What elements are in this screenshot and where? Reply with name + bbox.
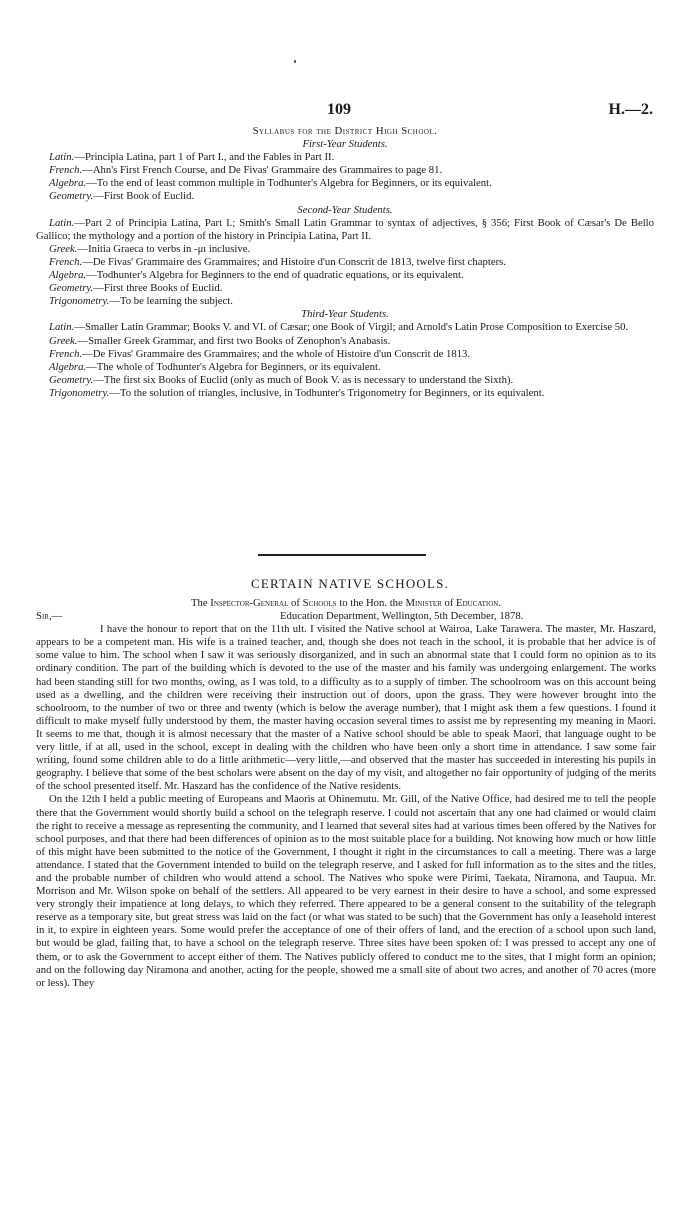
- syllabus-item: [36, 151, 654, 164]
- syllabus-item: [36, 321, 654, 334]
- memo-sender-dept: Schools: [302, 597, 337, 609]
- subject-label: Algebra.: [49, 177, 87, 190]
- syllabus-item: [36, 282, 654, 295]
- subject-text: —Smaller Latin Grammar; Books V. and VI. of Cæsar; one Book of Virgil; and Arnold's Latin Prose Composition to Exercise 50.: [74, 321, 629, 334]
- subject-text: —To be learning the subject.: [109, 295, 233, 308]
- subject-label: Latin.: [49, 321, 75, 334]
- subject-label: Geometry.: [49, 373, 94, 386]
- section-divider: [258, 554, 426, 556]
- memo-line: [36, 597, 656, 610]
- subject-text: —Part 2 of Principia Latina, Part I.; Smith's Small Latin Grammar to syntax of adjectives, § 356; First Book of Cæsar's De Bello Gallico; the mythology and a portion of the history in Principia Latina, Part II.: [36, 216, 654, 242]
- syllabus-item: [36, 335, 654, 348]
- memo-word: of: [291, 597, 300, 609]
- subject-label: Algebra.: [49, 360, 87, 373]
- subject-label: French.: [49, 164, 83, 177]
- subject-text: —The whole of Todhunter's Algebra for Beginners, or its equivalent.: [86, 360, 381, 373]
- subject-label: Latin.: [49, 216, 75, 229]
- second-year-heading: Second-Year Students.: [297, 203, 393, 216]
- syllabus-item: [36, 177, 654, 190]
- subject-text: —Principia Latina, part 1 of Part I., and the Fables in Part II.: [74, 151, 335, 164]
- subject-label: Algebra.: [49, 269, 87, 282]
- syllabus-item: [36, 190, 654, 203]
- letter-address: Education Department, Wellington, 5th December, 1878.: [280, 610, 524, 623]
- subject-label: Trigonometry.: [49, 386, 110, 399]
- subject-label: Geometry.: [49, 282, 94, 295]
- subject-text: —The first six Books of Euclid (only as much of Book V. as is necessary to understand the Sixth).: [93, 373, 514, 386]
- address-line: [36, 610, 656, 623]
- subject-text: —First Book of Euclid.: [93, 190, 195, 203]
- subject-text: —Ahn's First French Course, and De Fivas' Grammaire des Grammaires to page 81.: [82, 164, 443, 177]
- native-schools-title: CERTAIN NATIVE SCHOOLS.: [250, 576, 450, 591]
- syllabus-item: [36, 387, 654, 400]
- subject-text: —To the solution of triangles, inclusive, in Todhunter's Trigonometry for Beginners, or its equivalent.: [109, 386, 545, 399]
- syllabus-item: [36, 164, 654, 177]
- syllabus-item: [36, 269, 654, 282]
- syllabus-item: [36, 295, 654, 308]
- syllabus-item: [36, 243, 654, 256]
- memo-recipient: Minister: [405, 597, 442, 609]
- subject-label: Latin.: [49, 151, 75, 164]
- subject-label: Greek.: [49, 334, 78, 347]
- memo-word: of: [444, 597, 454, 609]
- memo-word: to the Hon. the: [339, 597, 403, 609]
- letter-paragraph: I have the honour to report that on the 11th ult. I visited the Native school at Wairoa, Lake Tarawera. The master, Mr. Haszard, appears to be a competent man. His wife is a trained teacher, and, though she does not teach in the school, it is probable that her advice is of some value to him. The school when I saw it was seriously disorganized, and in such an abnormal state that I could form no opinion as to its ordinary condition. The part of the building which is devoted to the use of the master and his family was undergoing enlargement. The works had been standing still for two months, owing, as I was told, to a difficulty as to a supply of timber. The schoolroom was on this account being used as a dwelling, and the children were receiving their instruction out of doors, upon the grass. They were however brought into the schoolroom, to the number of two or three and twenty (which is below the average number), that I might ask them a few questions. I found it difficult to make myself fully understood by them, the master having occasion several times to assist me by representing my meaning in Maori. It seems to me that, though it is almost necessary that the master of a Native school should be able to speak Maori, that language ought to be very little, if at all, used in the school, except in dealing with the children who have been only a short time in attendance. I saw some fair writing, found some children able to do a little arithmetic—very little,—and observed that the master has succeeded in interesting his pupils in geography. I believe that some of the best scholars were absent on the day of my visit, and altogether no fair opportunity of judging of the merits of the school presented itself. Mr. Haszard has the confidence of the Native residents.: [36, 623, 656, 793]
- print-speck: [294, 60, 296, 63]
- subject-label: Trigonometry.: [49, 295, 110, 308]
- memo-recipient-dept: Education.: [456, 597, 502, 609]
- syllabus-section: [36, 125, 654, 400]
- syllabus-item: [36, 361, 654, 374]
- syllabus-item: [36, 374, 654, 387]
- memo-sender: Inspector-General: [210, 597, 289, 609]
- subject-text: —To the end of least common multiple in Todhunter's Algebra for Beginners, or its equivalent.: [86, 177, 492, 190]
- subject-label: French.: [49, 255, 83, 268]
- page-reference: H.—2.: [608, 101, 653, 118]
- syllabus-title: Syllabus for the District High School.: [252, 125, 438, 137]
- subject-text: —De Fivas' Grammaire des Grammaires; and Histoire d'un Conscrit de 1813, twelve first chapters.: [82, 255, 506, 268]
- subject-text: —De Fivas' Grammaire des Grammaires; and the whole of Histoire d'un Conscrit de 1813.: [82, 347, 471, 360]
- third-year-heading: Third-Year Students.: [301, 308, 389, 321]
- letter-paragraph: On the 12th I held a public meeting of Europeans and Maoris at Ohinemutu. Mr. Gill, of the Native Office, had desired me to tell the people there that the Government would shortly build a school on the telegraph reserve. I could not ascertain that any one had claimed or would claim the right to receive a message as representing the community, and I learned that several sites had at various times been offered by the Natives for school purposes, and that there had been differences of opinion as to the most suitable place for a building. Not knowing how much or how little of this might have been submitted to the notice of the Government, I thought it right in the circumstances to call a meeting. There was a large attendance. I stated that the Government intended to build on the telegraph reserve, and I asked for full information as to the sites and the titles, and the probable number of children who would attend a school. The Natives who spoke were Pirimi, Taekata, Niramona, and Taupua. Mr. Morrison and Mr. Wilson spoke on behalf of the settlers. All appeared to be very earnest in their desire to have a school, and some expressed very strongly their impatience at long delays, to which they referred. There appeared to be a general consent to the suitability of the telegraph reserve as a temporary site, but great stress was laid on the fact (or what was stated to be such) that the Government has only a leasehold interest in it, to expire in eighteen years. Some would prefer the acceptance of one of their offers of land, and the erection of a school upon such land, but would be glad, failing that, to have a school on the telegraph reserve. Three sites have been spoken of: I was pressed to accept any one of them, or to ask the Government to accept either of them. The Natives publicly offered to conduct me to the sites, that I might form an opinion; and on the following day Niramona and another, acting for the people, showed me a small site of about two acres, and another of 70 acres (more or less). They: [36, 793, 656, 989]
- subject-text: —First three Books of Euclid.: [93, 282, 223, 295]
- first-year-heading: First-Year Students.: [302, 138, 388, 151]
- page-number: 109: [327, 101, 351, 118]
- letter-body: [36, 597, 656, 990]
- subject-text: —Initia Graeca to verbs in -μι inclusive.: [77, 242, 251, 255]
- subject-label: Greek.: [49, 242, 78, 255]
- memo-word: The: [190, 597, 208, 609]
- syllabus-item: [36, 348, 654, 361]
- salutation: Sir,—: [36, 610, 63, 623]
- syllabus-item: [36, 217, 654, 243]
- syllabus-item: [36, 256, 654, 269]
- subject-text: —Smaller Greek Grammar, and first two Books of Zenophon's Anabasis.: [77, 334, 391, 347]
- subject-label: Geometry.: [49, 190, 94, 203]
- subject-text: —Todhunter's Algebra for Beginners to the end of quadratic equations, or its equivalent.: [86, 269, 464, 282]
- subject-label: French.: [49, 347, 83, 360]
